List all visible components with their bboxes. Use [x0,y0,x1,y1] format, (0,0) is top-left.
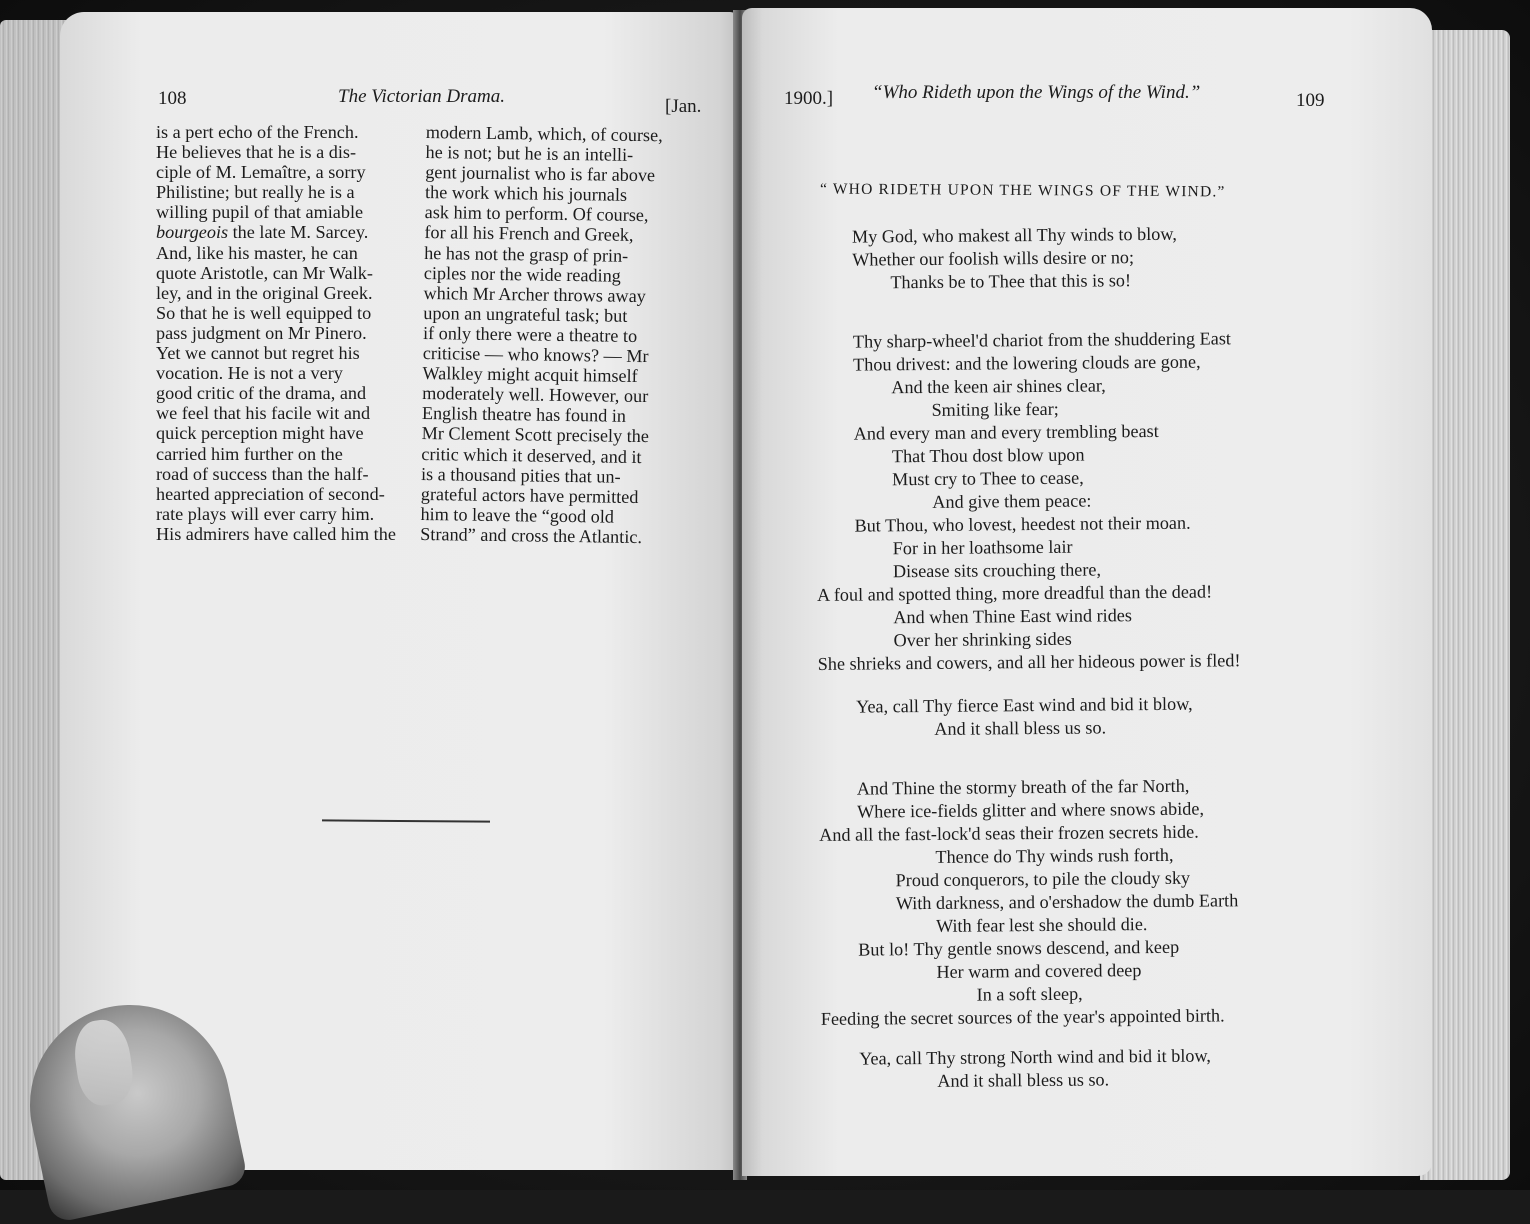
text-line: road of success than the half- [156,463,369,484]
text-line: critic which it deserved, and it [421,443,642,467]
text-line: He believes that he is a dis- [156,142,357,163]
poem-line: Feeding the secret sources of the year's appointed birth. [820,1005,1225,1029]
right-page [742,8,1432,1176]
poem-line: Whether our foolish wills desire or no; [852,247,1135,270]
text-line: moderately well. However, our [422,383,649,407]
left-running-title: The Victorian Drama. [338,86,505,107]
text-line: vocation. He is not a very [156,363,343,384]
poem-line: A foul and spotted thing, more dreadful than the dead! [817,581,1213,605]
right-running-title: “Who Rideth upon the Wings of the Wind.” [872,82,1201,103]
text-line: which Mr Archer throws away [423,282,646,306]
text-line: ask him to perform. Of course, [424,202,649,226]
right-page-edges [1420,30,1510,1180]
poem-line: Smiting like fear; [931,398,1059,420]
text-line: modern Lamb, which, of course, [425,122,663,146]
right-page-number: 109 [1296,90,1325,111]
poem-line: Thou drivest: and the lowering clouds are gone, [853,351,1201,375]
text-line: And, like his master, he can [156,242,358,263]
left-page [60,12,740,1170]
text-line: good critic of the drama, and [156,383,367,404]
text-line: ciples nor the wide reading [423,262,621,286]
poem-line: Thy sharp-wheel'd chariot from the shuddering East [852,328,1232,352]
text-line: quick perception might have [156,423,364,444]
poem-title: “ WHO RIDETH UPON THE WINGS OF THE WIND.” [819,180,1226,201]
text-line: willing pupil of that amiable [156,202,364,223]
text-line: Mr Clement Scott precisely the [421,423,650,447]
poem-line: But Thou, who lovest, heedest not their moan. [854,512,1191,536]
poem-line: Proud conquerors, to pile the cloudy sky [895,867,1191,891]
poem-line: With darkness, and o'ershadow the dumb Earth [895,890,1239,914]
poem-line: Disease sits crouching there, [892,559,1102,582]
poem-line: And it shall bless us so. [934,717,1107,739]
text-line: rate plays will ever carry him. [156,503,375,524]
poem-line: Must cry to Thee to cease, [892,467,1084,490]
poem-line: And give them peace: [932,490,1092,512]
poem-line: In a soft sleep, [976,983,1083,1005]
poem-line: But lo! Thy gentle snows descend, and keep [858,936,1180,960]
text-line: So that he is well equipped to [156,302,372,323]
text-line: His admirers have called him the [156,523,396,544]
text-line: he is not; but he is an intelli- [425,142,634,165]
text-line: ley, and in the original Greek. [156,282,373,303]
poem-line: For in her loathsome lair [892,536,1073,559]
text-line: if only there were a theatre to [422,322,638,346]
poem-line: With fear lest she should die. [935,914,1148,936]
poem-line: She shrieks and cowers, and all her hideous power is fled! [817,650,1241,674]
poem-line: Thence do Thy winds rush forth, [935,844,1174,867]
left-page-number: 108 [158,88,187,109]
text-line: we feel that his facile wit and [156,403,371,424]
text-line: upon an ungrateful task; but [423,302,628,326]
right-running-date: 1900.] [784,88,834,109]
poem-line: My God, who makest all Thy winds to blow, [851,223,1177,247]
poem-line: Yea, call Thy strong North wind and bid it blow, [859,1045,1212,1069]
text-line: him to leave the “good old [420,503,615,527]
poem-line: Thanks be to Thee that this is so! [890,270,1132,293]
poem-line: And Thine the stormy breath of the far North, [856,775,1190,799]
text-line: Yet we cannot but regret his [156,343,360,364]
left-running-date: [Jan. [665,96,702,117]
text-line: quote Aristotle, can Mr Walk- [156,262,373,283]
text-column-1 [156,122,414,544]
text-line: Strand” and cross the Atlantic. [420,523,643,547]
text-line: hearted appreciation of second- [156,483,385,504]
poem-line: And all the fast-lock'd seas their frozen secrets hide. [819,821,1199,845]
text-line: the work which his journals [424,182,628,206]
text-line: criticise — who knows? — Mr [422,343,649,367]
section-rule [322,819,490,822]
text-line: carried him further on the [156,443,343,464]
text-line: is a pert echo of the French. [156,122,359,142]
text-line: Walkley might acquit himself [422,363,638,387]
text-line: gent journalist who is far above [425,162,656,186]
poem-line: And the keen air shines clear, [891,375,1106,398]
text-line: English theatre has found in [421,403,627,427]
text-line: pass judgment on Mr Pinero. [156,322,367,343]
poem-line: And every man and every trembling beast [853,420,1159,444]
text-line: bourgeois the late M. Sarcey. [156,222,369,243]
poem-line: And when Thine East wind rides [893,605,1132,628]
text-line: grateful actors have permitted [420,483,639,507]
poem-line: Yea, call Thy fierce East wind and bid it blow, [856,693,1193,717]
text-line: is a thousand pities that un- [420,463,621,487]
text-line: for all his French and Greek, [424,222,634,246]
poem-line: Over her shrinking sides [893,628,1072,651]
poem-line: And it shall bless us so. [937,1069,1110,1091]
poem-line: That Thou dost blow upon [891,444,1085,467]
poem-line: Her warm and covered deep [936,960,1142,982]
text-line: he has not the grasp of prin- [424,242,629,266]
text-column-2 [420,122,701,548]
text-line: ciple of M. Lemaître, a sorry [156,162,366,183]
poem-line: Where ice-fields glitter and where snows abide, [856,798,1205,822]
text-line: Philistine; but really he is a [156,182,355,203]
